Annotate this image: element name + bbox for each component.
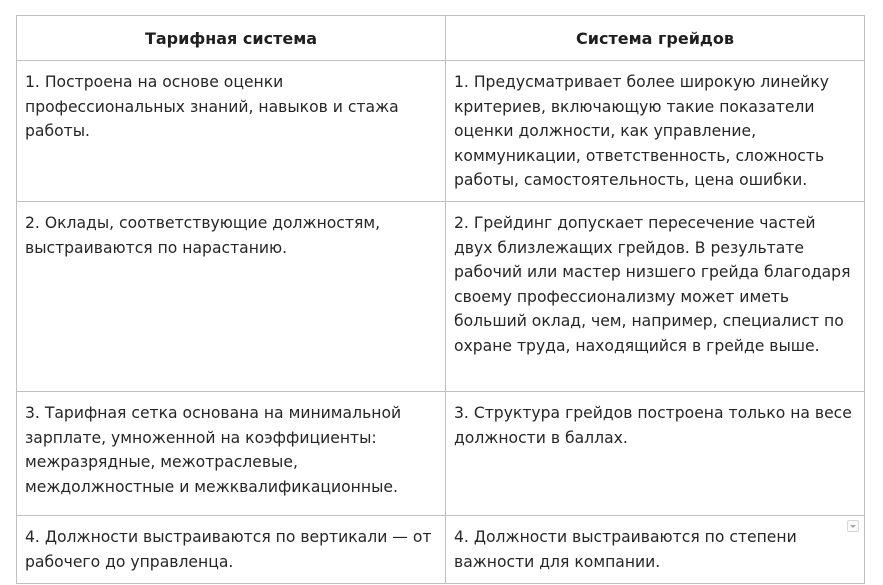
column-header-grade-system: Система грейдов	[446, 16, 865, 61]
table-cell-grade-text: 4. Должности выстраиваются по степени важности для компании.	[454, 527, 797, 571]
dropdown-arrow-icon[interactable]	[847, 520, 859, 532]
table-cell-grade: 1. Предусматривает более широкую линейку критериев, включающую такие показатели оценки должности, как управление, коммуникации, ответственность, сложность работы, самостоятельность, цена ошибки.	[446, 61, 865, 202]
table-cell-grade: 3. Структура грейдов построена только на весе должности в баллах.	[446, 391, 865, 515]
table-cell-tariff: 1. Построена на основе оценки профессиональных знаний, навыков и стажа работы.	[17, 61, 446, 202]
table-row	[17, 61, 865, 202]
table-cell-tariff: 4. Должности выстраиваются по вертикали — от рабочего до управленца.	[17, 515, 446, 583]
table-cell-tariff: 3. Тарифная сетка основана на минимальной зарплате, умноженной на коэффициенты: межразрядные, межотраслевые, междолжностные и межквалификационные.	[17, 391, 446, 515]
table-cell-tariff: 2. Оклады, соответствующие должностям, выстраиваются по нарастанию.	[17, 201, 446, 391]
table-row	[17, 201, 865, 391]
column-header-tariff-system: Тарифная система	[17, 16, 446, 61]
table-header-row	[17, 16, 865, 61]
table-cell-grade-last	[446, 515, 865, 583]
comparison-table	[16, 15, 865, 584]
table-row	[17, 515, 865, 583]
cell-content	[454, 525, 856, 574]
table-row	[17, 391, 865, 515]
table-cell-grade: 2. Грейдинг допускает пересечение частей двух близлежащих грейдов. В результате рабочий или мастер низшего грейда благодаря своему профессионализму может иметь больший оклад, чем, например, специалист по охране труда, находящийся в грейде выше.	[446, 201, 865, 391]
